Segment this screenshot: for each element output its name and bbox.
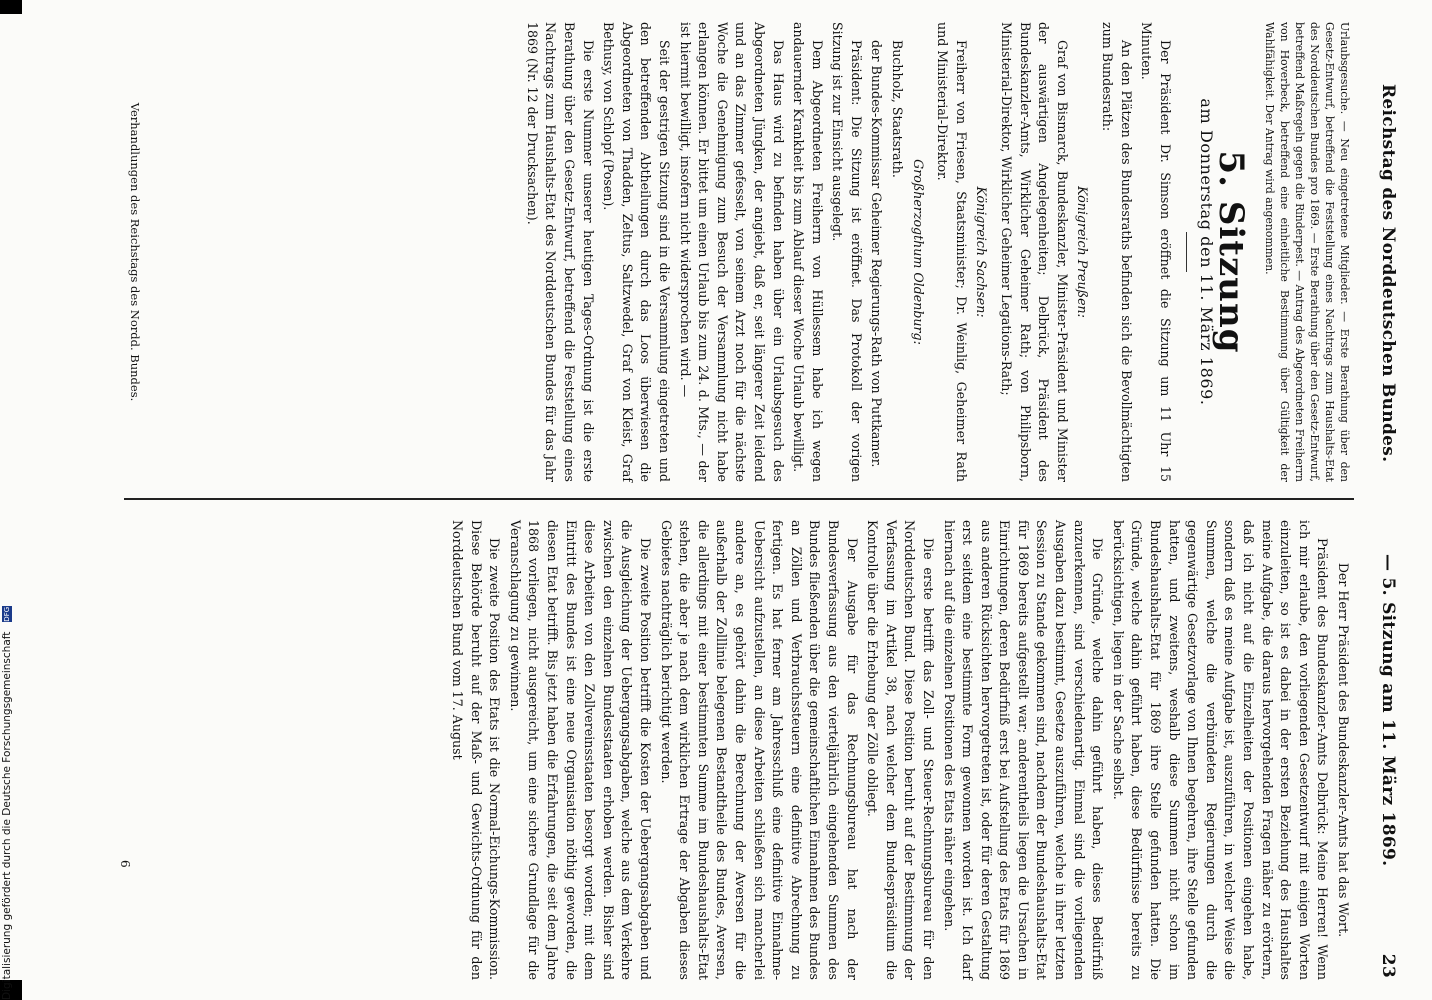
body-paragraph: Präsident: Die Sitzung ist eröffnet. Das Protokoll der vorigen Sitzung ist zur Einsicht ausgelegt. bbox=[830, 22, 864, 482]
body-paragraph: Die erste betrifft das Zoll- und Steuer-Rechnungsbureau für den Norddeutschen Bund. Diese Position beruht auf der Bestimmung der Verfassung im Artikel 38, nach welcher dem Bundespräsidium die Kontrolle über die Erhebung der Zölle obliegt. bbox=[865, 520, 936, 980]
speaker-intro: Der Herr Präsident des Bundeskanzler-Amts hat das Wort. bbox=[1336, 562, 1351, 938]
body-paragraph: Die erste Nummer unserer heutigen Tages-Ordnung ist die erste Berathung über den Gesetz-Entwurf, betreffend die Feststellung eines Nachtrags zum Haushalts-Etat des Norddeutschen Bundes für das Jahr 1869 (Nr. 12 der Drucksachen). bbox=[524, 22, 596, 482]
running-header bbox=[1362, 14, 1404, 986]
agenda-summary: Urlaubsgesuche. — Neu eingetretene Mitglieder. — Erste Berathung über den Gesetz-Entwurf, betreffend die Feststellung eines Nachtrags zum Haushalts-Etat des Norddeutschen Bundes pro 1869. — Erste Berathung über den Gesetz-Entwurf, betreffend Maßregeln gegen die Rinderpest. — Antrag des Abgeordneten Freiherrn von Hoverbeck, betreffend eine einheitliche Bestimmung über Gültigkeit der Wahlfähigkeit. Der Antrag wird angenommen. bbox=[1263, 22, 1351, 482]
dfg-logo-icon: DFG bbox=[3, 606, 11, 622]
column-divider bbox=[124, 498, 1354, 500]
body-paragraph: Seit der gestrigen Sitzung sind in die Versammlung eingetreten und den betreffenden Abtheilungen durch das Loos überwiesen die Abgeordneten von Thadden, Zeltus, Saltzwedel, Graf von Kleist, Graf Bethusy, von Schlopf (Posen). bbox=[601, 22, 672, 482]
state-heading: Königreich Preußen: bbox=[1075, 186, 1091, 318]
header-left: Reichstag des Norddeutschen Bundes. bbox=[1378, 84, 1398, 463]
body-paragraph: Präsident des Bundeskanzler-Amts Delbrück: Meine Herren! Wenn ich mir erlaube, den vorliegenden Gesetzentwurf mit einigen Worten einzuleiten, so ist es dabei in der ersten Beziehung des Haushaltes meine Aufgabe, die daraus hervorgehenden Fragen näher zu erörtern, daß ich nicht auf die Einzelheiten der Positionen eingehen habe, sondern daß es meine Aufgabe ist, auszuführen, in welcher Weise die Summen, welche die verbündeten Regierungen durch die gegenwärtige Gesetzvorlage von Ihnen begehren, ihre Stelle gefunden hatten, und zweitens, weshalb diese Summen nicht schon im Bundeshaushalts-Etat für 1869 ihre Stelle gefunden hatten. Die Gründe, welche dahin geführt haben, diese Bedürfnisse bereits zu berücksichtigen, liegen in der Sache selbst. bbox=[1110, 520, 1331, 980]
member-list: Graf von Bismarck, Bundeskanzler, Minister-Präsident und Minister der auswärtigen Angelegenheiten; Delbrück, Präsident des Bundeskanzler-Amts, Wirklicher Geheimer Rath; von Philipsborn, Ministerial-Direktor, Wirklicher Geheimer Legations-Rath; bbox=[999, 22, 1070, 482]
body-paragraph: Die zweite Position des Etats ist die Normal-Eichungs-Kommission. Diese Behörde beruht auf der Maß- und Gewichts-Ordnung für den Norddeutschen Bund vom 17. August bbox=[450, 520, 503, 980]
body-paragraph: Dem Abgeordneten Freiherrn von Hüllessem habe ich wegen andauernder Krankheit bis zum Ablauf dieser Woche Urlaub bewilligt. bbox=[791, 22, 825, 482]
state-heading: Großherzogthum Oldenburg: bbox=[910, 159, 926, 345]
body-paragraph: Der Ausgabe für das Rechnungsbureau hat nach der Bundesverfassung aus den vierteljährlich eingehenden Summen des Bundes fließenden über die gemeinschaftlichen Einnahmen des Bundes an Zöllen und Verbrauchssteuern eine definitive Abrechnung zu fertigen. Es hat ferner am Jahresschluß eine definitive Einnahme-Uebersicht aufzustellen, an diese Arbeiten schließen sich mancherlei andere an, es gehört dahin die Berechnung der Aversen für die außerhalb der Zolllinie belegenen Bestandtheile des Bundes, Aversen, die allerdings mit einer bestimmten Summe im Bundeshaushalts-Etat stehen, die aber je nach dem wirklichen Ertrage der Abgaben dieses Gebietes nachträglich berichtigt werden. bbox=[658, 520, 860, 980]
commissioner-note: der Bundes-Kommissar Geheimer Regierungs-Rath von Puttkamer. bbox=[869, 40, 885, 468]
body-paragraph: Die Gründe, welche dahin geführt haben, dieses Bedürfniß anzuerkennen, sind verschiedenartig. Einmal sind die vorliegenden Ausgaben dazu bestimmt, Gesetze auszuführen, welche in ihrer letzten Session zu Stande gekommen sind, nachdem der Bundeshaushalts-Etat für 1869 bereits aufgestellt war; anderentheils liegen die Ursachen in Einrichtungen, deren Bedürfniß erst bei Aufstellung des Etats für 1869 aus anderen Rücksichten hervorgetreten ist, oder für deren Gestaltung erst seitdem eine bestimmte Form gewonnen worden ist. Ich darf hiernach auf die einzelnen Positionen des Etats näher eingehen. bbox=[941, 520, 1106, 980]
member-list: Freiherr von Friesen, Staatsminister; Dr. Weinlig, Geheimer Rath und Ministerial-Direktor. bbox=[935, 22, 969, 482]
session-title: 5. Sitzung bbox=[1211, 150, 1251, 354]
session-date: am Donnerstag den 11. März 1869. bbox=[1197, 98, 1217, 406]
body-paragraph: Das Haus wird zu befinden haben über ein Urlaubsgesuch des Abgeordneten Jüngken, der angiebt, daß er, seit längerer Zeit leidend und an das Zimmer gefesselt, von seinem Arzt noch für die nächste Woche die Genehmigung zum Besuch der Versammlung nicht habe erlangen können. Er bittet um einen Urlaub bis zum 24. d. Mts., — der ist hiermit bewilligt, insofern nicht widersprochen wird. — bbox=[677, 22, 786, 482]
page-number: 23 bbox=[1378, 953, 1398, 978]
header-right: — 5. Sitzung am 11. März 1869. bbox=[1378, 554, 1398, 867]
member-list: Buchholz, Staatsrath. bbox=[890, 40, 906, 178]
signature-mark: 6 bbox=[118, 860, 132, 868]
present-intro: An den Plätzen des Bundesraths befinden sich die Bevollmächtigten zum Bundesrath: bbox=[1100, 22, 1134, 482]
left-column bbox=[520, 22, 1352, 482]
opening-paragraph: Der Präsident Dr. Simson eröffnet die Sitzung um 11 Uhr 15 Minuten. bbox=[1139, 22, 1173, 482]
right-column bbox=[446, 520, 1353, 980]
credit-text: Digitalisierung gefördert durch die Deutsche Forschungsgemeinschaft bbox=[1, 631, 13, 1000]
dfg-credit bbox=[1, 0, 15, 1000]
divider bbox=[1186, 232, 1187, 272]
body-paragraph: Die zweite Position betrifft die Kosten der Uebergangsabgaben und die Ausgleichung der Uebergangsabgaben, welche aus dem Verkehre zwischen den einzelnen Bundesstaaten erhoben werden. Bisher sind diese Arbeiten von den Zollvereinsstaaten besorgt worden; mit dem Eintritt des Bundes ist eine neue Organisation nöthig geworden, die diesen Etat betrifft. Bis jetzt haben die Erfahrungen, die seit dem Jahre 1868 vorliegen, nicht ausgereicht, um eine sichere Grundlage für die Veranschlagung zu gewinnen. bbox=[507, 520, 654, 980]
state-heading: Königreich Sachsen: bbox=[974, 186, 990, 318]
page-footer: Verhandlungen des Reichstags des Nordd. Bundes. bbox=[128, 102, 142, 402]
